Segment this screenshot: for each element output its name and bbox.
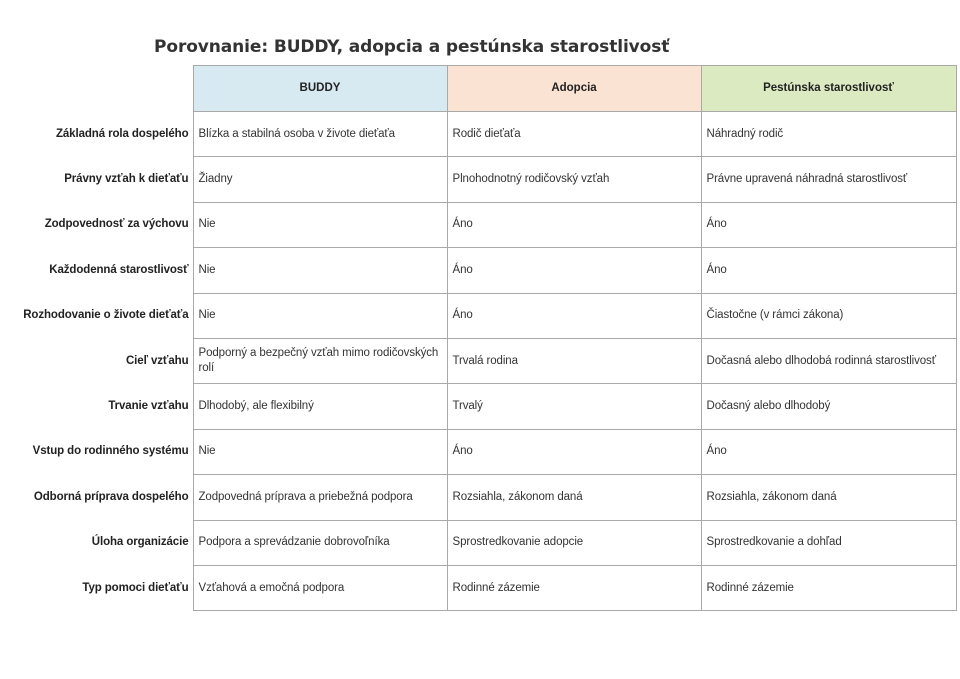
comparison-table bbox=[0, 65, 957, 611]
table-cell: Áno bbox=[701, 429, 956, 474]
table-cell: Áno bbox=[701, 202, 956, 247]
row-label: Zodpovednosť za výchovu bbox=[44, 218, 189, 231]
table-row bbox=[0, 338, 956, 383]
table-cell: Áno bbox=[701, 248, 956, 293]
table-cell: Plnohodnotný rodičovský vzťah bbox=[447, 157, 701, 202]
column-header-buddy: BUDDY bbox=[193, 66, 447, 112]
column-header-pestunska: Pestúnska starostlivosť bbox=[701, 66, 956, 112]
table-body bbox=[0, 112, 956, 611]
table-cell: Áno bbox=[447, 293, 701, 338]
header-row bbox=[0, 66, 956, 112]
row-label: Cieľ vzťahu bbox=[125, 354, 189, 367]
row-label: Rozhodovanie o živote dieťaťa bbox=[23, 309, 189, 322]
table-cell: Sprostredkovanie a dohľad bbox=[701, 520, 956, 565]
header-corner-cell bbox=[0, 66, 193, 112]
table-cell: Právne upravená náhradná starostlivosť bbox=[701, 157, 956, 202]
table-cell: Čiastočne (v rámci zákona) bbox=[701, 293, 956, 338]
table-cell: Podpora a sprevádzanie dobrovoľníka bbox=[193, 520, 447, 565]
table-cell: Trvalá rodina bbox=[447, 338, 701, 383]
row-label: Odborná príprava dospelého bbox=[33, 490, 189, 503]
table-row bbox=[0, 157, 956, 202]
table-row bbox=[0, 202, 956, 247]
table-cell: Rozsiahla, zákonom daná bbox=[447, 475, 701, 520]
table-cell: Vzťahová a emočná podpora bbox=[193, 565, 447, 610]
table-cell: Dočasný alebo dlhodobý bbox=[701, 384, 956, 429]
table-cell: Áno bbox=[447, 202, 701, 247]
table-cell: Nie bbox=[193, 202, 447, 247]
table-cell: Nie bbox=[193, 248, 447, 293]
table-cell: Podporný a bezpečný vzťah mimo rodičovských rolí bbox=[193, 338, 447, 383]
table-row bbox=[0, 112, 956, 157]
page-title: Porovnanie: BUDDY, adopcia a pestúnska starostlivosť bbox=[154, 37, 670, 57]
table-cell: Dlhodobý, ale flexibilný bbox=[193, 384, 447, 429]
table-row bbox=[0, 248, 956, 293]
row-label: Typ pomoci dieťaťu bbox=[82, 581, 189, 594]
row-label: Každodenná starostlivosť bbox=[49, 263, 189, 276]
table-row bbox=[0, 565, 956, 610]
table-cell: Nie bbox=[193, 429, 447, 474]
row-label: Právny vzťah k dieťaťu bbox=[64, 173, 189, 186]
table-cell: Rodič dieťaťa bbox=[447, 112, 701, 157]
table-cell: Dočasná alebo dlhodobá rodinná starostlivosť bbox=[701, 338, 956, 383]
table-cell: Nie bbox=[193, 293, 447, 338]
row-label: Základná rola dospelého bbox=[55, 127, 189, 140]
table-header bbox=[0, 66, 956, 112]
table-row bbox=[0, 384, 956, 429]
table-cell: Žiadny bbox=[193, 157, 447, 202]
table-cell: Áno bbox=[447, 248, 701, 293]
column-header-adopcia: Adopcia bbox=[447, 66, 701, 112]
table-cell: Rodinné zázemie bbox=[701, 565, 956, 610]
table-cell: Náhradný rodič bbox=[701, 112, 956, 157]
table-cell: Áno bbox=[447, 429, 701, 474]
table-row bbox=[0, 475, 956, 520]
table-row bbox=[0, 520, 956, 565]
table-cell: Rodinné zázemie bbox=[447, 565, 701, 610]
table-cell: Sprostredkovanie adopcie bbox=[447, 520, 701, 565]
table-cell: Zodpovedná príprava a priebežná podpora bbox=[193, 475, 447, 520]
row-label: Vstup do rodinného systému bbox=[32, 445, 189, 458]
table-cell: Trvalý bbox=[447, 384, 701, 429]
row-label: Úloha organizácie bbox=[91, 536, 189, 549]
table-row bbox=[0, 293, 956, 338]
table-cell: Blízka a stabilná osoba v živote dieťaťa bbox=[193, 112, 447, 157]
row-label: Trvanie vzťahu bbox=[108, 400, 189, 413]
table-cell: Rozsiahla, zákonom daná bbox=[701, 475, 956, 520]
table-row bbox=[0, 429, 956, 474]
